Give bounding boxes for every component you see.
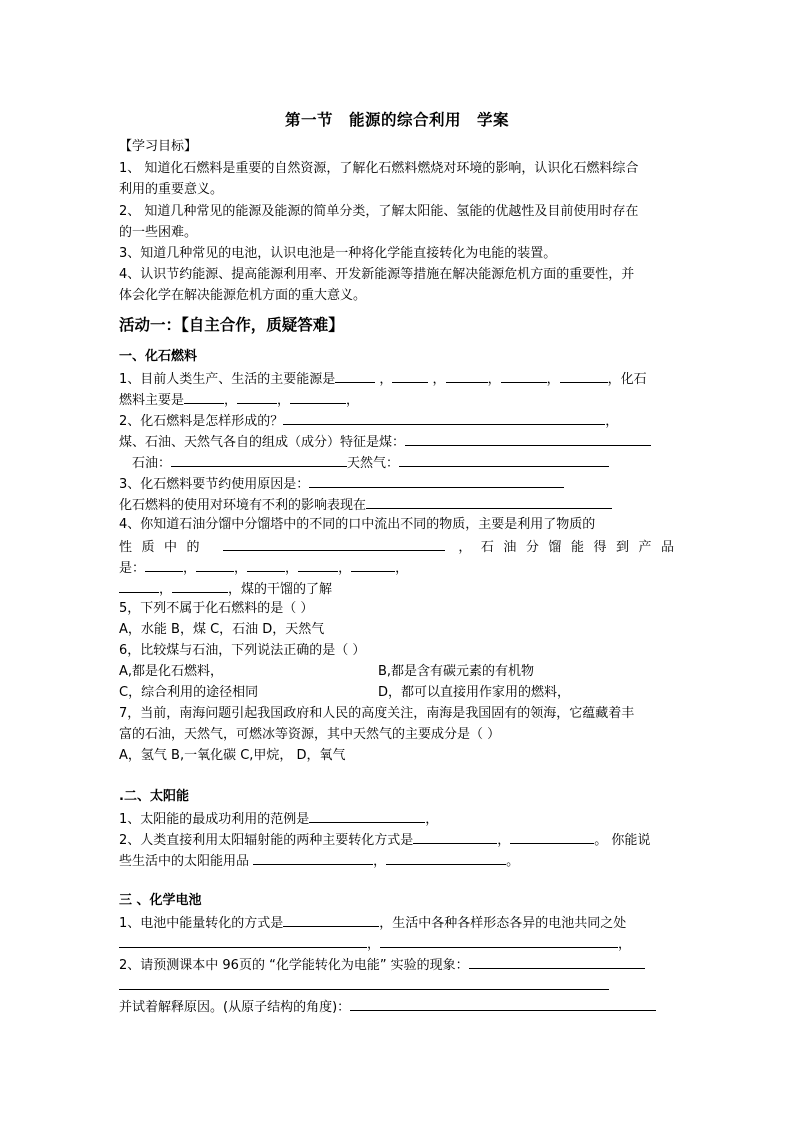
blank[interactable] xyxy=(350,996,656,1011)
s1-q5: 5，下列不属于化石燃料的是（ ） xyxy=(119,601,314,616)
objective-4a: 4、认识节约能源、提高能源利用率、开发新能源等措施在解决能源危机方面的重要性，并 xyxy=(119,267,635,282)
section-3-heading: 三 、化学电池 xyxy=(119,893,202,908)
blank[interactable] xyxy=(560,368,608,383)
blank[interactable] xyxy=(223,536,445,551)
blank[interactable] xyxy=(119,578,159,593)
s1-q7a: 7，当前，南海问题引起我国政府和人民的高度关注，南海是我国固有的领海，它蕴藏着丰 xyxy=(119,706,635,721)
s2-q2a: 2、人类直接利用太阳辐射能的两种主要转化方式是 ， 。 你能说 xyxy=(119,829,650,851)
objective-2a: 2、 知道几种常见的能源及能源的简单分类，了解太阳能、氢能的优越性及目前使用时存在 xyxy=(119,204,639,219)
s1-q4a: 4、你知道石油分馏中分馏塔中的不同的口中流出不同的物质，主要是利用了物质的 xyxy=(119,517,596,532)
s3-q3: 并试着解释原因。(从原子结构的角度)： xyxy=(119,996,656,1018)
blank[interactable] xyxy=(184,389,224,404)
s1-q6-option-a: A,都是化石燃料， xyxy=(119,664,224,679)
blank[interactable] xyxy=(247,557,285,572)
blank[interactable] xyxy=(119,975,609,990)
s1-q6-option-d: D，都可以直接用作家用的燃料， xyxy=(378,685,571,700)
objective-1b: 利用的重要意义。 xyxy=(119,182,224,197)
blank[interactable] xyxy=(386,850,506,865)
s1-q6-option-c: C，综合利用的途径相同 xyxy=(119,685,259,700)
objective-3: 3、知道几种常见的电池，认识电池是一种将化学能直接转化为电能的装置。 xyxy=(119,246,557,261)
section-2-heading: .二、太阳能 xyxy=(119,789,189,804)
blank[interactable] xyxy=(298,557,338,572)
blank[interactable] xyxy=(283,410,605,425)
s3-q2-blank xyxy=(119,975,609,997)
blank[interactable] xyxy=(392,368,428,383)
s1-q6-option-b: B,都是含有碳元素的有机物 xyxy=(378,664,535,679)
s1-q4d: ， ，煤的干馏的了解 xyxy=(119,578,332,600)
s1-q3: 3、化石燃料要节约使用原因是： xyxy=(119,473,564,495)
blank[interactable] xyxy=(309,473,564,488)
s1-q6: 6，比较煤与石油，下列说法正确的是（ ） xyxy=(119,643,366,658)
blank[interactable] xyxy=(309,808,425,823)
blank[interactable] xyxy=(380,933,618,948)
s1-q3b: 化石燃料的使用对环境有不利的影响表现在 xyxy=(119,494,612,516)
s1-q2c: 石油： 天然气： xyxy=(132,452,609,474)
s1-q1a: 1、目前人类生产、生活的主要能源是 ， ， ， ， ，化石 xyxy=(119,368,647,390)
s1-q7b: 富的石油，天然气，可燃冰等资源，其中天然气的主要成分是（ ） xyxy=(119,727,501,742)
s3-q1-blanks: ， ， xyxy=(119,933,631,955)
blank[interactable] xyxy=(283,912,379,927)
section-1-heading: 一、化石燃料 xyxy=(119,349,198,364)
blank[interactable] xyxy=(237,389,277,404)
s2-q1: 1、太阳能的最成功利用的范例是 ， xyxy=(119,808,438,830)
objectives-heading: 【学习目标】 xyxy=(119,139,198,154)
s1-q4b: 性质中的 ，石油分馏能得到产品 xyxy=(119,536,674,558)
s1-q1b: 燃料主要是 ， ， ， xyxy=(119,389,359,411)
blank[interactable] xyxy=(171,452,347,467)
objective-4b: 体会化学在解决能源危机方面的重大意义。 xyxy=(119,288,367,303)
blank[interactable] xyxy=(469,954,645,969)
blank[interactable] xyxy=(196,557,234,572)
s1-q2: 2、化石燃料是怎样形成的？ ， xyxy=(119,410,618,432)
s3-q2: 2、请预测课本中 96页的 “化学能转化为电能” 实验的现象： xyxy=(119,954,645,976)
blank[interactable] xyxy=(351,557,395,572)
blank[interactable] xyxy=(413,829,497,844)
blank[interactable] xyxy=(119,933,367,948)
blank[interactable] xyxy=(253,850,373,865)
blank[interactable] xyxy=(510,829,594,844)
blank[interactable] xyxy=(335,368,375,383)
blank[interactable] xyxy=(399,452,609,467)
blank[interactable] xyxy=(290,389,346,404)
page-title: 第一节 能源的综合利用 学案 xyxy=(284,111,509,129)
s1-q5-options: A，水能 B，煤 C，石油 D，天然气 xyxy=(119,622,325,637)
activity-heading: 活动一：【自主合作，质疑答难】 xyxy=(119,316,344,334)
objective-1a: 1、 知道化石燃料是重要的自然资源，了解化石燃料燃烧对环境的影响，认识化石燃料综合 xyxy=(119,161,639,176)
blank[interactable] xyxy=(172,578,228,593)
s1-q2b: 煤、石油、天然气各自的组成（成分）特征是煤： xyxy=(119,431,651,453)
s3-q1: 1、电池中能量转化的方式是 ，生活中各种各样形态各异的电池共同之处 xyxy=(119,912,626,934)
objective-2b: 的一些困难。 xyxy=(119,225,198,240)
blank[interactable] xyxy=(405,431,651,446)
blank[interactable] xyxy=(145,557,183,572)
s1-q4c: 是： ， ， ， ， ， xyxy=(119,557,408,579)
blank[interactable] xyxy=(366,494,612,509)
s2-q2b: 些生活中的太阳能用品 ， 。 xyxy=(119,850,519,872)
blank[interactable] xyxy=(446,368,488,383)
blank[interactable] xyxy=(501,368,547,383)
s1-q7-options: A，氢气 B,一氧化碳 C,甲烷， D，氧气 xyxy=(119,748,346,763)
